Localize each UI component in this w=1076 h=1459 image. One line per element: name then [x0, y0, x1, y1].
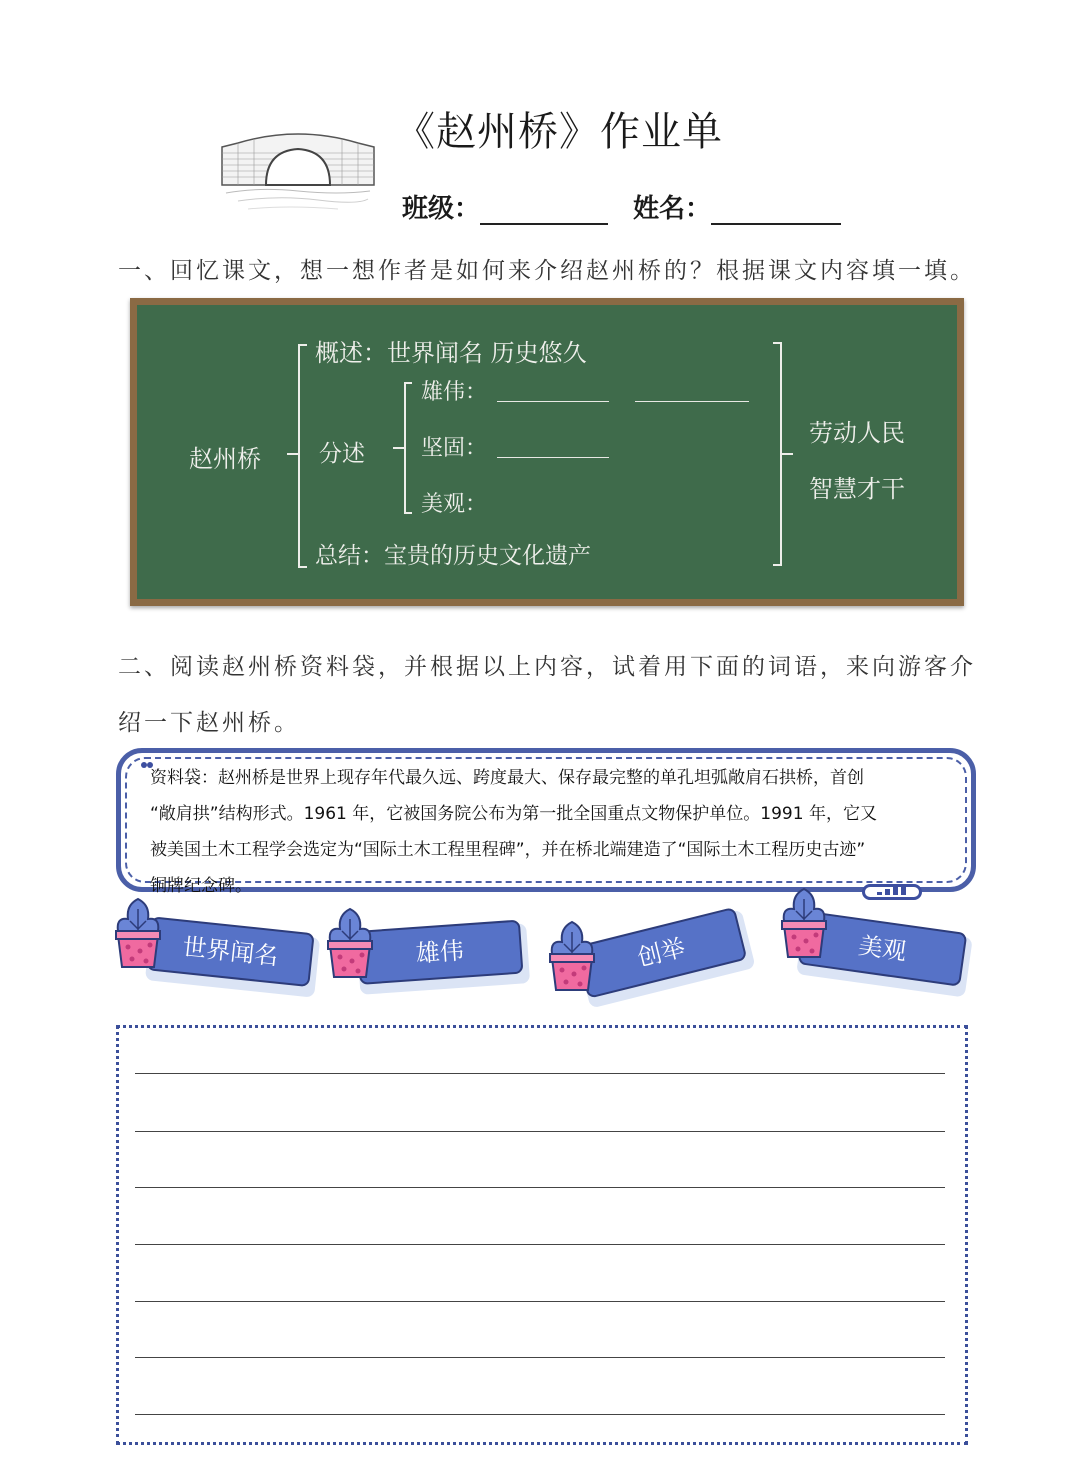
flower-pot-icon — [110, 895, 166, 975]
signal-icon — [862, 884, 922, 900]
board-beauty: 美观： — [421, 492, 488, 517]
section2-instruction-1: 二、阅读赵州桥资料袋，并根据以上内容，试着用下面的词语，来向游客介 — [118, 654, 976, 680]
writing-line[interactable] — [135, 1414, 945, 1415]
grand-blank-1[interactable] — [497, 401, 609, 402]
word-card-2 — [356, 919, 530, 991]
word-card-label: 创举 — [634, 933, 689, 973]
board-summary: 总结：宝贵的历史文化遗产 — [315, 543, 591, 569]
class-label: 班级： — [402, 194, 481, 224]
section1-instruction: 一、回忆课文，想一想作者是如何来介绍赵州桥的？根据课文内容填一填。 — [118, 258, 976, 284]
board-grand: 雄伟： — [421, 380, 488, 405]
writing-line[interactable] — [135, 1073, 945, 1074]
class-blank[interactable] — [480, 197, 608, 225]
board-right-1: 劳动人民 — [809, 419, 905, 447]
chalkboard-surface — [137, 305, 957, 599]
board-detail-label: 分述 — [319, 441, 365, 467]
flower-pot-icon — [776, 885, 832, 965]
writing-area[interactable] — [116, 1025, 968, 1445]
data-bag-line: 被美国土木工程学会选定为“国际土木工程里程碑”，并在桥北端建造了“国际土木工程历史古迹” — [150, 840, 866, 860]
name-field[interactable] — [633, 188, 841, 225]
data-bag-line: 资料袋：赵州桥是世界上现存年代最久远、跨度最大、保存最完整的单孔坦弧敞肩石拱桥，首创 — [150, 768, 864, 788]
class-field[interactable] — [402, 188, 608, 225]
name-blank[interactable] — [711, 197, 841, 225]
section2-instruction-2: 绍一下赵州桥。 — [118, 710, 300, 736]
word-card-label: 美观 — [856, 931, 909, 966]
writing-line[interactable] — [135, 1357, 945, 1358]
flower-pot-icon — [544, 918, 600, 998]
writing-line[interactable] — [135, 1131, 945, 1132]
name-label: 姓名： — [633, 194, 712, 224]
grand-blank-2[interactable] — [635, 401, 749, 402]
data-bag-line: 铜牌纪念碑。 — [150, 876, 252, 896]
flower-pot-icon — [322, 905, 378, 985]
data-bag-line: “敞肩拱”结构形式。1961 年，它被国务院公布为第一批全国重点文物保护单位。1991 年，它又 — [150, 804, 877, 824]
data-bag-text — [150, 760, 960, 896]
writing-line[interactable] — [135, 1244, 945, 1245]
writing-line[interactable] — [135, 1301, 945, 1302]
page-title: 《赵州桥》作业单 — [395, 109, 723, 155]
word-card-label: 世界闻名 — [181, 932, 280, 971]
chalkboard — [130, 298, 964, 606]
word-card-1 — [145, 916, 320, 993]
board-right-2: 智慧才干 — [809, 475, 905, 503]
board-solid: 坚固： — [421, 436, 488, 461]
board-root: 赵州桥 — [189, 445, 261, 473]
word-card-3 — [575, 905, 754, 1004]
solid-blank[interactable] — [497, 457, 609, 458]
board-overview: 概述：世界闻名 历史悠久 — [315, 339, 587, 367]
bridge-illustration — [218, 125, 378, 215]
word-card-label: 雄伟 — [414, 936, 465, 968]
writing-line[interactable] — [135, 1187, 945, 1188]
